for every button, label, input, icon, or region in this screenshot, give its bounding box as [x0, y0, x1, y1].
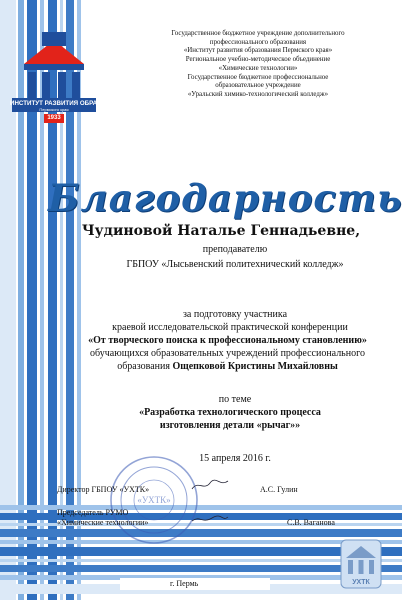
header-line: «Институт развития образования Пермского края»: [183, 47, 333, 55]
stamp-text: «УХТК»: [137, 495, 171, 505]
logo-subtitle: Пермского края: [39, 107, 69, 112]
recipient-organization: ГБПОУ «Лысьвенский политехнический колледж»: [126, 259, 344, 270]
participants-line: обучающихся образовательных учреждений профессионального: [90, 348, 365, 359]
issue-date: 15 апреля 2016 г.: [199, 453, 271, 464]
header-line: «Уральский химико-технологический колледж»: [187, 90, 329, 98]
chair-signature: [190, 512, 230, 526]
emblem-text: УХТК: [352, 579, 370, 586]
header-line: Государственное бюджетное профессиональное: [187, 73, 329, 81]
conference-title: «От творческого поиска к профессиональному становлению»: [88, 335, 367, 346]
college-stamp: [108, 454, 200, 546]
chair-name: С.В. Ваганова: [287, 518, 335, 527]
director-label: Директор ГБПОУ «УХТК»: [57, 485, 150, 494]
recipient-name: Чудиновой Наталье Геннадьевне,: [81, 223, 361, 239]
reason-line: за подготовку участника: [182, 309, 288, 320]
chair-label-1: Председатель РУМО: [57, 508, 129, 517]
header-line: профессионального образования: [209, 38, 307, 46]
issuer-header: [140, 30, 376, 100]
header-line: Региональное учебно-методическое объединение: [185, 56, 331, 64]
conference-line: краевой исследовательской практической конференции: [112, 322, 348, 333]
certificate-title: Благодарность: [48, 176, 402, 220]
header-line: «Химические технологии»: [218, 64, 298, 72]
header-line: Государственное бюджетное учреждение дополнительного: [171, 30, 345, 37]
topic-label: по теме: [218, 394, 252, 405]
chair-label-2: «Химические технологии»: [57, 518, 149, 527]
header-line: образовательное учреждение: [215, 82, 301, 90]
topic-line-1: «Разработка технологического процесса: [139, 407, 321, 418]
student-prefix: образования: [117, 361, 173, 372]
college-emblem: [338, 536, 384, 592]
student-line: [60, 361, 395, 372]
director-name: А.С. Гулин: [260, 485, 298, 494]
institute-logo: [10, 24, 128, 124]
logo-banner: ИНСТИТУТ РАЗВИТИЯ ОБРАЗОВАНИЯ: [10, 100, 128, 107]
city: г. Пермь: [170, 579, 199, 588]
logo-year: 1933: [47, 115, 61, 121]
student-name: Ощепковой Кристины Михайловны: [172, 361, 338, 372]
recipient-position: преподавателю: [202, 244, 268, 255]
director-signature: [190, 478, 230, 492]
topic-line-2: изготовления детали «рычаг»»: [159, 420, 301, 431]
